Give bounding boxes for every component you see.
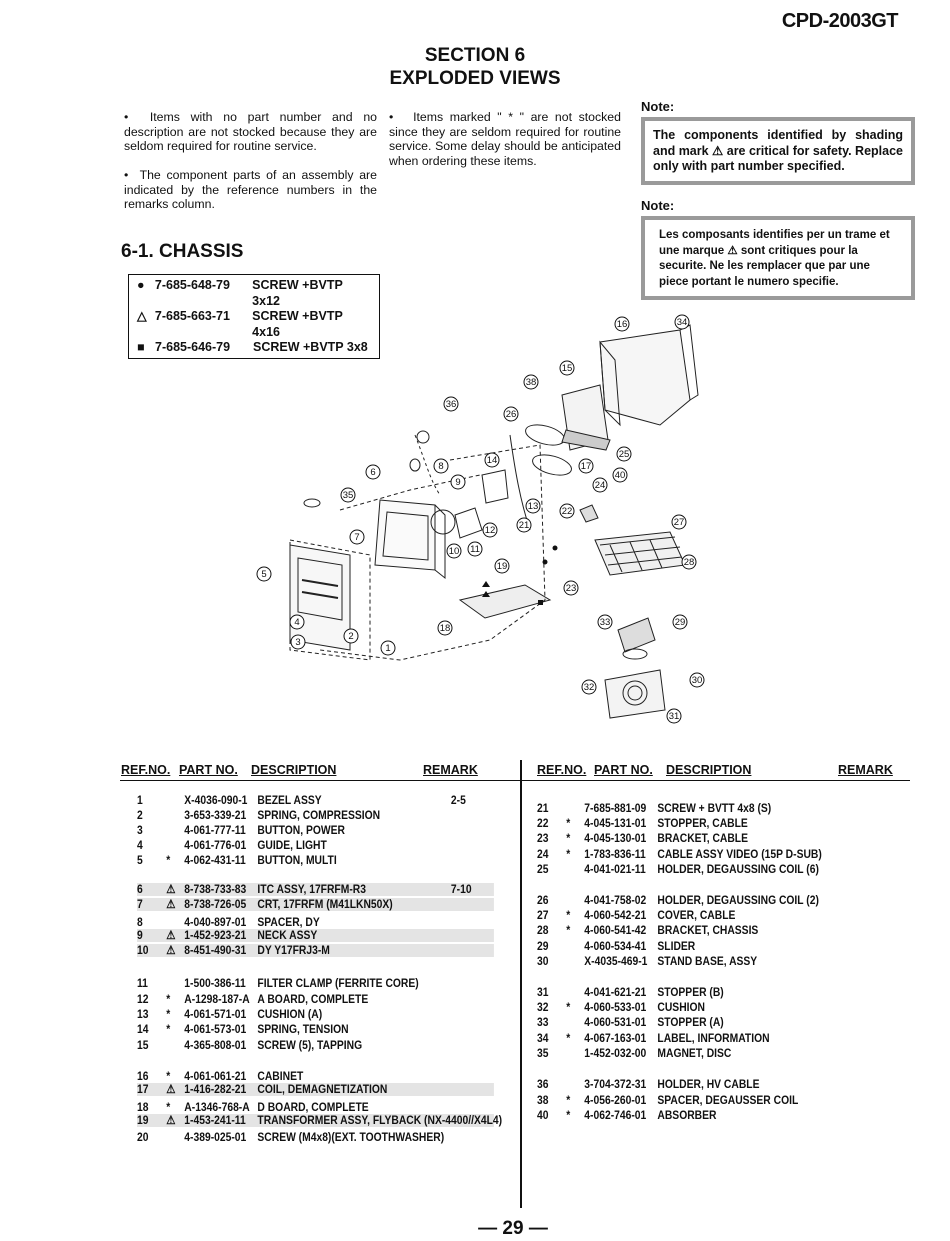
safety-note-english: The components identified by shading and mark ⚠ are critical for safety. Replace only with part number specified. [641,117,915,185]
svg-text:8: 8 [438,461,444,472]
table-row: 14 * 4-061-573-01 SPRING, TENSION [137,1022,349,1036]
table-row: 8 4-040-897-01 SPACER, DY [137,915,320,929]
svg-text:17: 17 [580,461,592,472]
table-row: 15 4-365-808-01 SCREW (5), TAPPING [137,1038,363,1052]
model-number: CPD-2003GT [781,10,898,32]
callout [438,621,452,635]
warning-icon: ⚠ [166,943,176,957]
header-ref-no-left: REF.NO. [121,763,171,777]
table-row: 12 * A-1298-187-A A BOARD, COMPLETE [137,992,369,1006]
svg-text:11: 11 [470,544,480,555]
callout [690,673,704,687]
svg-text:29: 29 [674,617,686,628]
callout [613,468,627,482]
callout [675,315,689,329]
svg-text:2: 2 [348,631,354,642]
svg-text:22: 22 [561,506,573,517]
svg-text:25: 25 [618,449,630,460]
callout [290,615,304,629]
table-row: 13 * 4-061-571-01 CUSHION (A) [137,1007,323,1021]
header-part-no-left: PART NO. [179,763,238,777]
callout [672,515,686,529]
svg-text:23: 23 [565,583,577,594]
table-row: 11 1-500-386-11 FILTER CLAMP (FERRITE CORE) [137,976,419,990]
svg-text:5: 5 [261,569,267,580]
callout [381,641,395,655]
callout [504,407,518,421]
callout [524,375,538,389]
subsection-title: 6-1. CHASSIS [121,241,244,262]
callout [564,581,578,595]
svg-text:14: 14 [486,455,498,466]
callout [667,709,681,723]
warning-icon: ⚠ [166,882,176,896]
triangle-icon: △ [137,309,147,323]
table-row: 1 X-4036-090-1 BEZEL ASSY 2-5 [137,793,466,807]
svg-text:3: 3 [295,637,301,648]
screw-row: △ 7-685-663-71 SCREW +BVTP 4x16 [137,309,343,339]
column-divider [520,760,522,1208]
table-row: 2 3-653-339-21 SPRING, COMPRESSION [137,808,381,822]
svg-text:30: 30 [691,675,703,686]
table-row: 17 ⚠ 1-416-282-21 COIL, DEMAGNETIZATION [137,1083,494,1096]
callout [468,542,482,556]
callout [350,530,364,544]
svg-text:21: 21 [518,520,530,531]
warning-icon: ⚠ [166,897,176,911]
callout [291,635,305,649]
bullet-icon: ● [137,278,145,292]
svg-text:18: 18 [439,623,451,634]
table-row: 6 ⚠ 8-738-733-83 ITC ASSY, 17FRFM-R3 7-10 [137,883,494,896]
section-subtitle: EXPLODED VIEWS [389,68,561,89]
bullet-note-assembly: • The component parts of an assembly are indicated by the reference numbers in the remarks column. [124,168,377,211]
callout [434,459,448,473]
callout [517,518,531,532]
screw-row: ■ 7-685-646-79 SCREW +BVTP 3x8 [137,340,368,354]
svg-text:31: 31 [668,711,680,722]
callout [673,615,687,629]
bullet-note-asterisk: • Items marked " * " are not stocked since they are seldom required for routine service. Some delay should be anticipated when ordering these items. [389,110,621,168]
svg-text:36: 36 [445,399,457,410]
header-ref-no-right: REF.NO. [537,763,587,777]
section-title: SECTION 6 [424,45,526,66]
callout [526,499,540,513]
svg-text:10: 10 [448,546,460,557]
warning-icon: ⚠ [166,1082,176,1096]
svg-text:13: 13 [527,501,539,512]
svg-text:40: 40 [614,470,626,481]
svg-text:27: 27 [673,517,685,528]
svg-text:15: 15 [561,363,573,374]
square-icon: ■ [137,340,145,354]
callout [483,523,497,537]
callout [444,397,458,411]
header-description-left: DESCRIPTION [251,763,337,777]
header-remark-left: REMARK [423,763,478,777]
svg-text:33: 33 [599,617,611,628]
warning-icon: ⚠ [166,928,176,942]
svg-text:12: 12 [484,525,496,536]
svg-text:38: 38 [525,377,537,388]
callout [593,478,607,492]
svg-text:26: 26 [505,409,517,420]
callout [582,680,596,694]
callout [366,465,380,479]
callout [451,475,465,489]
svg-text:24: 24 [594,480,606,491]
warning-icon: ⚠ [166,1113,176,1127]
svg-text:7: 7 [354,532,360,543]
table-row: 9 ⚠ 1-452-923-21 NECK ASSY [137,929,494,942]
callout [485,453,499,467]
svg-text:1: 1 [385,643,391,654]
table-row: 19 ⚠ 1-453-241-11 TRANSFORMER ASSY, FLYBACK (NX-4400//X4L4) [137,1113,503,1127]
header-part-no-right: PART NO. [594,763,653,777]
callout [579,459,593,473]
callout [560,504,574,518]
table-row: 18 * A-1346-768-A D BOARD, COMPLETE [137,1100,369,1114]
callout [495,559,509,573]
table-row: 3 4-061-777-11 BUTTON, POWER [137,823,345,837]
parts-list-right: 21 7-685-881-09 SCREW + BVTT 4x8 (S) 22 * 4-045-131-01 STOPPER, CABLE 23 * 4-045-130-01 BRACKET, CABLE 24 * 1-783-836-11 CABLE ASSY VIDEO (15P D-SUB) 25 4-041-021-11 HOLDER, DEGAUSSING COIL (6) 26 4-041-758-02 HOLDER, DEGAUSSING COIL (2) 27 * 4-060-542-21 COVER, CABLE 28 * 4-060-541-42 BRACKET, CHASSIS 29 4-060-534-41 SLIDER 30 X-4035-469-1 STAND BASE, ASSY 31 4-041-621-21 STOPPER (B) 32 * 4-060-533-01 CUSHION 33 4-060-531-01 STOPPER (A) 34 * 4-067-163-01 LABEL, INFORMATION 35 1-452-032-00 MAGNET, DISC 36 3-704-372-31 HOLDER, HV CABLE 38 * 4-056-260-01 SPACER, DEGAUSSER COIL 40 * 4-062-746-01 ABSORBER [537,801,822,1122]
callout [615,317,629,331]
table-row: 16 * 4-061-061-21 CABINET [137,1069,304,1083]
callout [257,567,271,581]
svg-text:35: 35 [342,490,354,501]
page-number: — 29 — [478,1218,548,1239]
header-remark-right: REMARK [838,763,893,777]
table-row: 5 * 4-062-431-11 BUTTON, MULTI [137,853,337,867]
callout [344,629,358,643]
svg-text:32: 32 [583,682,595,693]
table-row: 20 4-389-025-01 SCREW (M4x8)(EXT. TOOTHWASHER) [137,1130,445,1144]
safety-note-french: Les composants identifies per un trame et une marque ⚠ sont critiques pour la securite. Ne les remplacer que par une piece portant le numero specifie. [641,216,915,300]
callout [341,488,355,502]
callout [447,544,461,558]
callout [617,447,631,461]
header-rule [120,780,910,781]
screw-row: ● 7-685-648-79 SCREW +BVTP 3x12 [137,278,343,308]
svg-text:34: 34 [676,317,688,328]
table-row: 10 ⚠ 8-451-490-31 DY Y17FRJ3-M [137,944,494,957]
svg-text:28: 28 [683,557,695,568]
header-description-right: DESCRIPTION [666,763,752,777]
parts-list-left [137,793,503,1144]
callout [560,361,574,375]
note-label-en: Note: [641,99,675,114]
table-row: 4 4-061-776-01 GUIDE, LIGHT [137,838,327,852]
svg-text:4: 4 [294,617,300,628]
svg-text:9: 9 [455,477,461,488]
note-label-fr: Note: [641,198,675,213]
svg-text:16: 16 [616,319,628,330]
svg-text:19: 19 [496,561,508,572]
exploded-view-diagram [250,300,730,730]
bullet-note-unstocked: • Items with no part number and no description are not stocked because they are seldom required for routine service. [124,110,378,153]
callout [682,555,696,569]
table-row: 7 ⚠ 8-738-726-05 CRT, 17FRFM (M41LKN50X) [137,898,494,911]
svg-text:6: 6 [370,467,376,478]
callout [598,615,612,629]
